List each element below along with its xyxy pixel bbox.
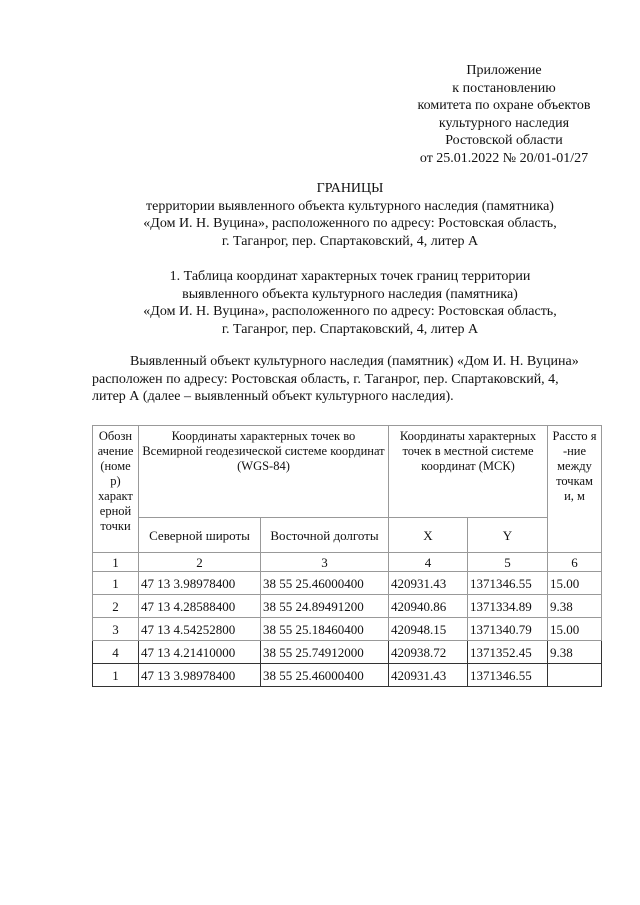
cell-point: 3: [93, 618, 139, 641]
paragraph-line: расположен по адресу: Ростовская область, г. Таганрог, пер. Спартаковский, 4,: [92, 371, 559, 387]
cell-north: 47 13 4.21410000: [139, 641, 261, 664]
cell-north: 47 13 3.98978400: [139, 572, 261, 595]
column-number: 2: [139, 553, 261, 572]
cell-north: 47 13 4.54252800: [139, 618, 261, 641]
appendix-line: к постановлению: [452, 80, 556, 96]
title-line: г. Таганрог, пер. Спартаковский, 4, литер А: [221, 233, 479, 249]
cell-x: 420931.43: [389, 664, 468, 687]
appendix-line: Приложение: [466, 63, 542, 78]
cell-distance: 9.38: [548, 595, 602, 618]
caption-line: 1. Таблица координат характерных точек границ территории: [169, 269, 531, 284]
title-line: территории выявленного объекта культурного наследия (памятника): [146, 198, 554, 214]
cell-east: 38 55 25.18460400: [261, 618, 389, 641]
cell-x: 420948.15: [389, 618, 468, 641]
appendix-line: комитета по охране объектов: [417, 98, 591, 114]
table-caption: [60, 268, 640, 338]
cell-x: 420938.72: [389, 641, 468, 664]
paragraph-line: Выявленный объект культурного наследия (памятник) «Дом И. Н. Вуцина»: [130, 354, 579, 369]
cell-east: 38 55 25.46000400: [261, 664, 389, 687]
column-number: 6: [548, 553, 602, 572]
cell-distance: 15.00: [548, 572, 602, 595]
header-wgs: Координаты характерных точек во Всемирной геодезической системе координат (WGS-84): [139, 426, 389, 518]
cell-point: 1: [93, 664, 139, 687]
coordinates-table: [92, 425, 602, 687]
caption-line: выявленного объекта культурного наследия (памятника): [182, 286, 518, 302]
cell-distance: [548, 664, 602, 687]
cell-y: 1371352.45: [468, 641, 548, 664]
cell-x: 420940.86: [389, 595, 468, 618]
cell-y: 1371346.55: [468, 572, 548, 595]
table-row: [93, 664, 602, 687]
header-north: Северной широты: [139, 518, 261, 553]
cell-distance: 9.38: [548, 641, 602, 664]
title-heading: ГРАНИЦЫ: [316, 181, 384, 196]
cell-east: 38 55 25.46000400: [261, 572, 389, 595]
caption-line: г. Таганрог, пер. Спартаковский, 4, литер А: [221, 321, 479, 337]
title-line: «Дом И. Н. Вуцина», расположенного по адресу: Ростовская область,: [143, 216, 557, 232]
cell-distance: 15.00: [548, 618, 602, 641]
cell-north: 47 13 3.98978400: [139, 664, 261, 687]
table-row: [93, 595, 602, 618]
header-distance: Рассто я -ние между точкам и, м: [548, 426, 602, 553]
table-row: [93, 641, 602, 664]
cell-point: 2: [93, 595, 139, 618]
table-row: [93, 618, 602, 641]
header-x: X: [389, 518, 468, 553]
header-msk: Координаты характерных точек в местной системе координат (МСК): [389, 426, 548, 518]
document-title: [60, 180, 640, 250]
cell-x: 420931.43: [389, 572, 468, 595]
column-number: 5: [468, 553, 548, 572]
appendix-header: [392, 62, 616, 168]
caption-line: «Дом И. Н. Вуцина», расположенного по адресу: Ростовская область,: [143, 304, 557, 320]
header-y: Y: [468, 518, 548, 553]
column-number: 4: [389, 553, 468, 572]
cell-point: 4: [93, 641, 139, 664]
column-number: 1: [93, 553, 139, 572]
header-east: Восточной долготы: [261, 518, 389, 553]
description-paragraph: [92, 353, 612, 406]
header-point-designation: Обозн ачение (номе р) характ ерной точки: [93, 426, 139, 553]
appendix-line: культурного наследия: [438, 115, 570, 131]
cell-point: 1: [93, 572, 139, 595]
cell-east: 38 55 25.74912000: [261, 641, 389, 664]
cell-y: 1371334.89: [468, 595, 548, 618]
paragraph-line: литер А (далее – выявленный объект культурного наследия).: [92, 389, 454, 405]
cell-east: 38 55 24.89491200: [261, 595, 389, 618]
column-number: 3: [261, 553, 389, 572]
cell-y: 1371340.79: [468, 618, 548, 641]
table-row: [93, 572, 602, 595]
cell-y: 1371346.55: [468, 664, 548, 687]
cell-north: 47 13 4.28588400: [139, 595, 261, 618]
appendix-line: Ростовской области: [445, 133, 563, 149]
appendix-line: от 25.01.2022 № 20/01-01/27: [419, 150, 589, 166]
